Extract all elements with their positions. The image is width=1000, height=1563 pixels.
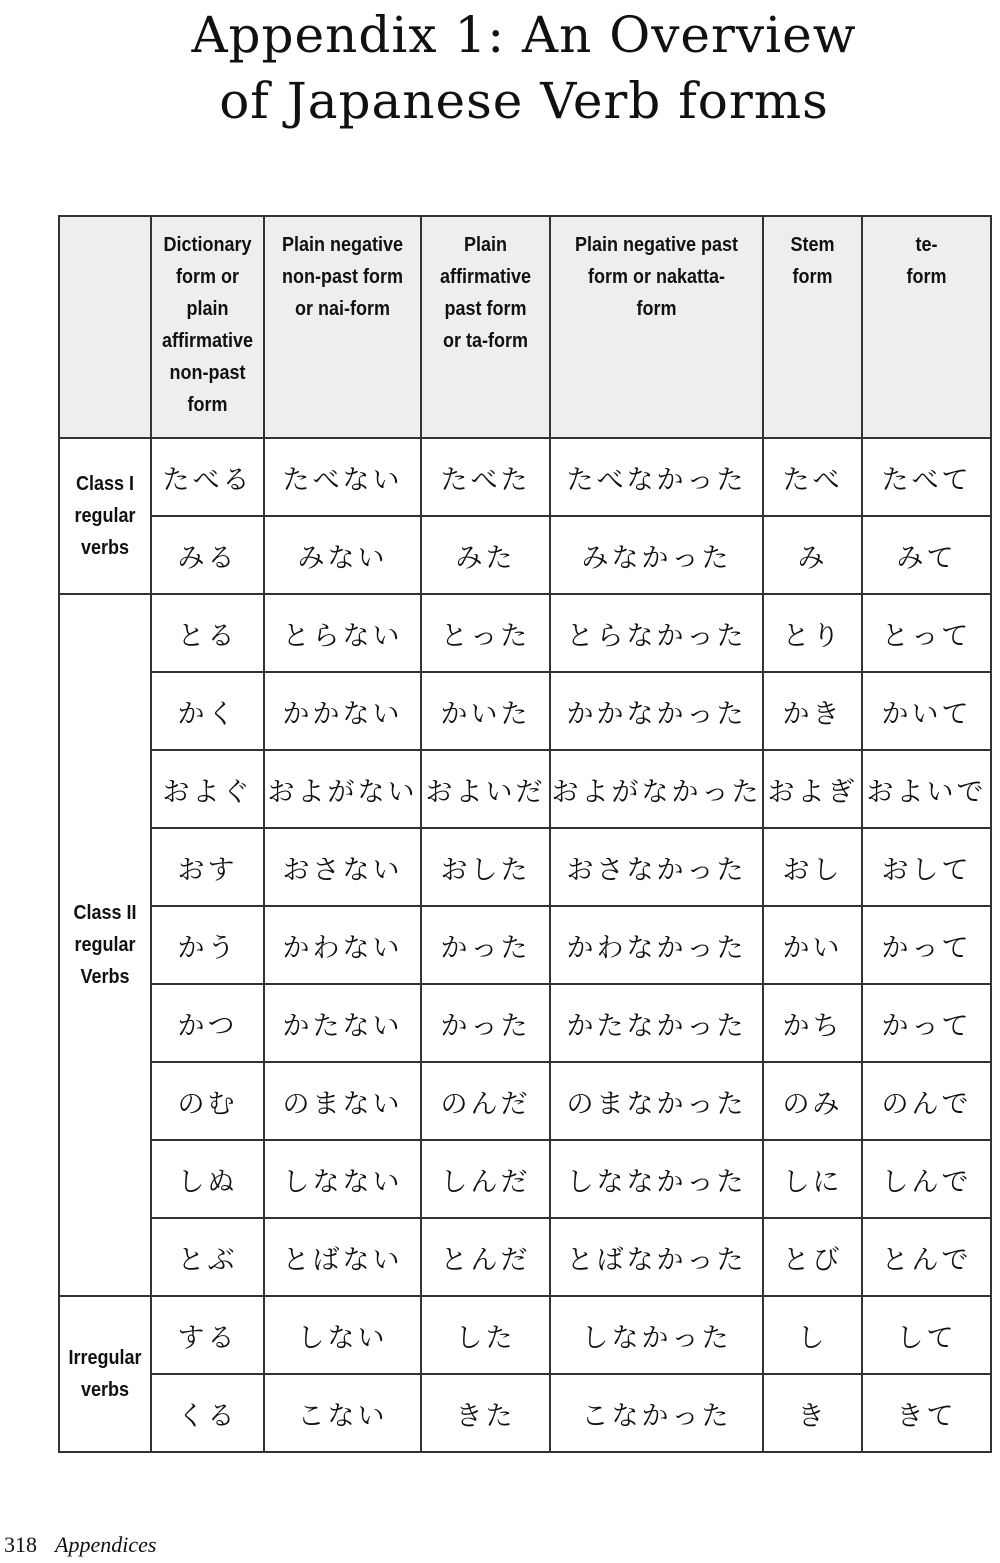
cell-ta-form: とんだ bbox=[421, 1218, 550, 1296]
cell-dictionary-form: かう bbox=[151, 906, 264, 984]
cell-ta-form: たべた bbox=[421, 438, 550, 516]
group-label-text: verbs bbox=[80, 1379, 130, 1401]
cell-dictionary-form: かく bbox=[151, 672, 264, 750]
cell-stem-form: およぎ bbox=[763, 750, 862, 828]
cell-nakatta-form: かかなかった bbox=[550, 672, 763, 750]
cell-te-form: きて bbox=[862, 1374, 991, 1452]
header-row bbox=[59, 216, 991, 438]
table-row bbox=[59, 594, 991, 672]
table-row bbox=[59, 1218, 991, 1296]
cell-nakatta-form: とばなかった bbox=[550, 1218, 763, 1296]
cell-te-form: しんで bbox=[862, 1140, 991, 1218]
cell-nai-form: おさない bbox=[264, 828, 421, 906]
cell-ta-form: した bbox=[421, 1296, 550, 1374]
cell-ta-form: かいた bbox=[421, 672, 550, 750]
group-label-text: regular bbox=[74, 934, 136, 956]
header-text: form or bbox=[176, 266, 239, 288]
cell-te-form: して bbox=[862, 1296, 991, 1374]
table-row bbox=[59, 906, 991, 984]
cell-dictionary-form: たべる bbox=[151, 438, 264, 516]
cell-nai-form: かかない bbox=[264, 672, 421, 750]
cell-nakatta-form: しななかった bbox=[550, 1140, 763, 1218]
header-te-form bbox=[862, 216, 991, 438]
section-name: Appendices bbox=[55, 1532, 157, 1557]
header-stem-form bbox=[763, 216, 862, 438]
cell-dictionary-form: とぶ bbox=[151, 1218, 264, 1296]
cell-te-form: のんで bbox=[862, 1062, 991, 1140]
group-label-text: Class I bbox=[75, 473, 135, 495]
cell-stem-form: き bbox=[763, 1374, 862, 1452]
cell-te-form: およいで bbox=[862, 750, 991, 828]
header-nakatta-form bbox=[550, 216, 763, 438]
header-text: non-past bbox=[169, 362, 246, 384]
page-number: 318 bbox=[4, 1532, 37, 1557]
header-text: form or nakatta- bbox=[587, 266, 726, 288]
cell-nakatta-form: とらなかった bbox=[550, 594, 763, 672]
cell-stem-form: かい bbox=[763, 906, 862, 984]
cell-stem-form: かち bbox=[763, 984, 862, 1062]
header-text: affirmative bbox=[161, 330, 254, 352]
cell-ta-form: みた bbox=[421, 516, 550, 594]
table-row bbox=[59, 516, 991, 594]
cell-nakatta-form: かたなかった bbox=[550, 984, 763, 1062]
header-corner bbox=[59, 216, 151, 438]
cell-nai-form: のまない bbox=[264, 1062, 421, 1140]
cell-nai-form: みない bbox=[264, 516, 421, 594]
header-text: non-past form bbox=[282, 266, 403, 288]
cell-ta-form: のんだ bbox=[421, 1062, 550, 1140]
cell-ta-form: きた bbox=[421, 1374, 550, 1452]
cell-te-form: みて bbox=[862, 516, 991, 594]
cell-dictionary-form: とる bbox=[151, 594, 264, 672]
cell-te-form: かって bbox=[862, 906, 991, 984]
cell-stem-form: とび bbox=[763, 1218, 862, 1296]
cell-te-form: おして bbox=[862, 828, 991, 906]
header-text: or nai-form bbox=[294, 298, 391, 320]
table-row bbox=[59, 1140, 991, 1218]
cell-ta-form: とった bbox=[421, 594, 550, 672]
group-label-text: Verbs bbox=[80, 966, 130, 988]
table-row bbox=[59, 1296, 991, 1374]
cell-nai-form: たべない bbox=[264, 438, 421, 516]
cell-nakatta-form: たべなかった bbox=[550, 438, 763, 516]
cell-dictionary-form: おす bbox=[151, 828, 264, 906]
cell-stem-form: しに bbox=[763, 1140, 862, 1218]
cell-nakatta-form: みなかった bbox=[550, 516, 763, 594]
cell-te-form: かって bbox=[862, 984, 991, 1062]
title-line-1: Appendix 1: An Overview bbox=[191, 6, 857, 64]
cell-nakatta-form: おさなかった bbox=[550, 828, 763, 906]
table-row bbox=[59, 750, 991, 828]
group-label-text: regular bbox=[74, 505, 136, 527]
page-footer bbox=[4, 1532, 156, 1558]
group-label-text: verbs bbox=[80, 537, 130, 559]
header-text: Plain negative past bbox=[574, 234, 739, 256]
header-nai-form bbox=[264, 216, 421, 438]
table-row bbox=[59, 828, 991, 906]
header-text: form bbox=[906, 266, 947, 288]
cell-stem-form: とり bbox=[763, 594, 862, 672]
header-ta-form bbox=[421, 216, 550, 438]
group-label-text: Irregular bbox=[68, 1347, 142, 1369]
cell-ta-form: かった bbox=[421, 906, 550, 984]
header-text: affirmative bbox=[439, 266, 532, 288]
cell-te-form: とって bbox=[862, 594, 991, 672]
cell-nakatta-form: しなかった bbox=[550, 1296, 763, 1374]
cell-dictionary-form: みる bbox=[151, 516, 264, 594]
cell-ta-form: かった bbox=[421, 984, 550, 1062]
cell-nai-form: とらない bbox=[264, 594, 421, 672]
cell-stem-form: たべ bbox=[763, 438, 862, 516]
header-text: Plain negative bbox=[281, 234, 404, 256]
header-text: Plain bbox=[463, 234, 508, 256]
cell-nai-form: しない bbox=[264, 1296, 421, 1374]
verb-group-label bbox=[59, 1296, 151, 1452]
cell-nai-form: こない bbox=[264, 1374, 421, 1452]
header-text: form bbox=[187, 394, 228, 416]
verb-group-label bbox=[59, 438, 151, 594]
cell-nai-form: しなない bbox=[264, 1140, 421, 1218]
cell-te-form: かいて bbox=[862, 672, 991, 750]
header-text: past form bbox=[444, 298, 527, 320]
table-row bbox=[59, 672, 991, 750]
header-text: te- bbox=[915, 234, 938, 256]
cell-te-form: たべて bbox=[862, 438, 991, 516]
cell-nai-form: およがない bbox=[264, 750, 421, 828]
cell-ta-form: およいだ bbox=[421, 750, 550, 828]
header-text: form bbox=[792, 266, 833, 288]
table-row bbox=[59, 1374, 991, 1452]
cell-nakatta-form: およがなかった bbox=[550, 750, 763, 828]
cell-nai-form: かわない bbox=[264, 906, 421, 984]
cell-dictionary-form: しぬ bbox=[151, 1140, 264, 1218]
header-text: or ta-form bbox=[442, 330, 528, 352]
header-text: Stem bbox=[790, 234, 835, 256]
header-dictionary-form bbox=[151, 216, 264, 438]
cell-stem-form: おし bbox=[763, 828, 862, 906]
cell-nai-form: かたない bbox=[264, 984, 421, 1062]
cell-stem-form: し bbox=[763, 1296, 862, 1374]
cell-stem-form: かき bbox=[763, 672, 862, 750]
cell-ta-form: おした bbox=[421, 828, 550, 906]
cell-stem-form: のみ bbox=[763, 1062, 862, 1140]
cell-nakatta-form: こなかった bbox=[550, 1374, 763, 1452]
header-text: form bbox=[636, 298, 677, 320]
header-text: Dictionary bbox=[163, 234, 252, 256]
cell-stem-form: み bbox=[763, 516, 862, 594]
cell-nakatta-form: かわなかった bbox=[550, 906, 763, 984]
page-title bbox=[0, 2, 1000, 134]
cell-nai-form: とばない bbox=[264, 1218, 421, 1296]
title-line-2: of Japanese Verb forms bbox=[219, 72, 829, 130]
cell-dictionary-form: のむ bbox=[151, 1062, 264, 1140]
table-row bbox=[59, 984, 991, 1062]
group-label-text: Class II bbox=[73, 902, 137, 924]
cell-te-form: とんで bbox=[862, 1218, 991, 1296]
cell-dictionary-form: する bbox=[151, 1296, 264, 1374]
cell-dictionary-form: およぐ bbox=[151, 750, 264, 828]
verb-group-label bbox=[59, 594, 151, 1296]
cell-ta-form: しんだ bbox=[421, 1140, 550, 1218]
cell-dictionary-form: かつ bbox=[151, 984, 264, 1062]
table-row bbox=[59, 1062, 991, 1140]
table-row bbox=[59, 438, 991, 516]
cell-dictionary-form: くる bbox=[151, 1374, 264, 1452]
cell-nakatta-form: のまなかった bbox=[550, 1062, 763, 1140]
verb-forms-table bbox=[58, 215, 992, 1453]
header-text: plain bbox=[186, 298, 229, 320]
